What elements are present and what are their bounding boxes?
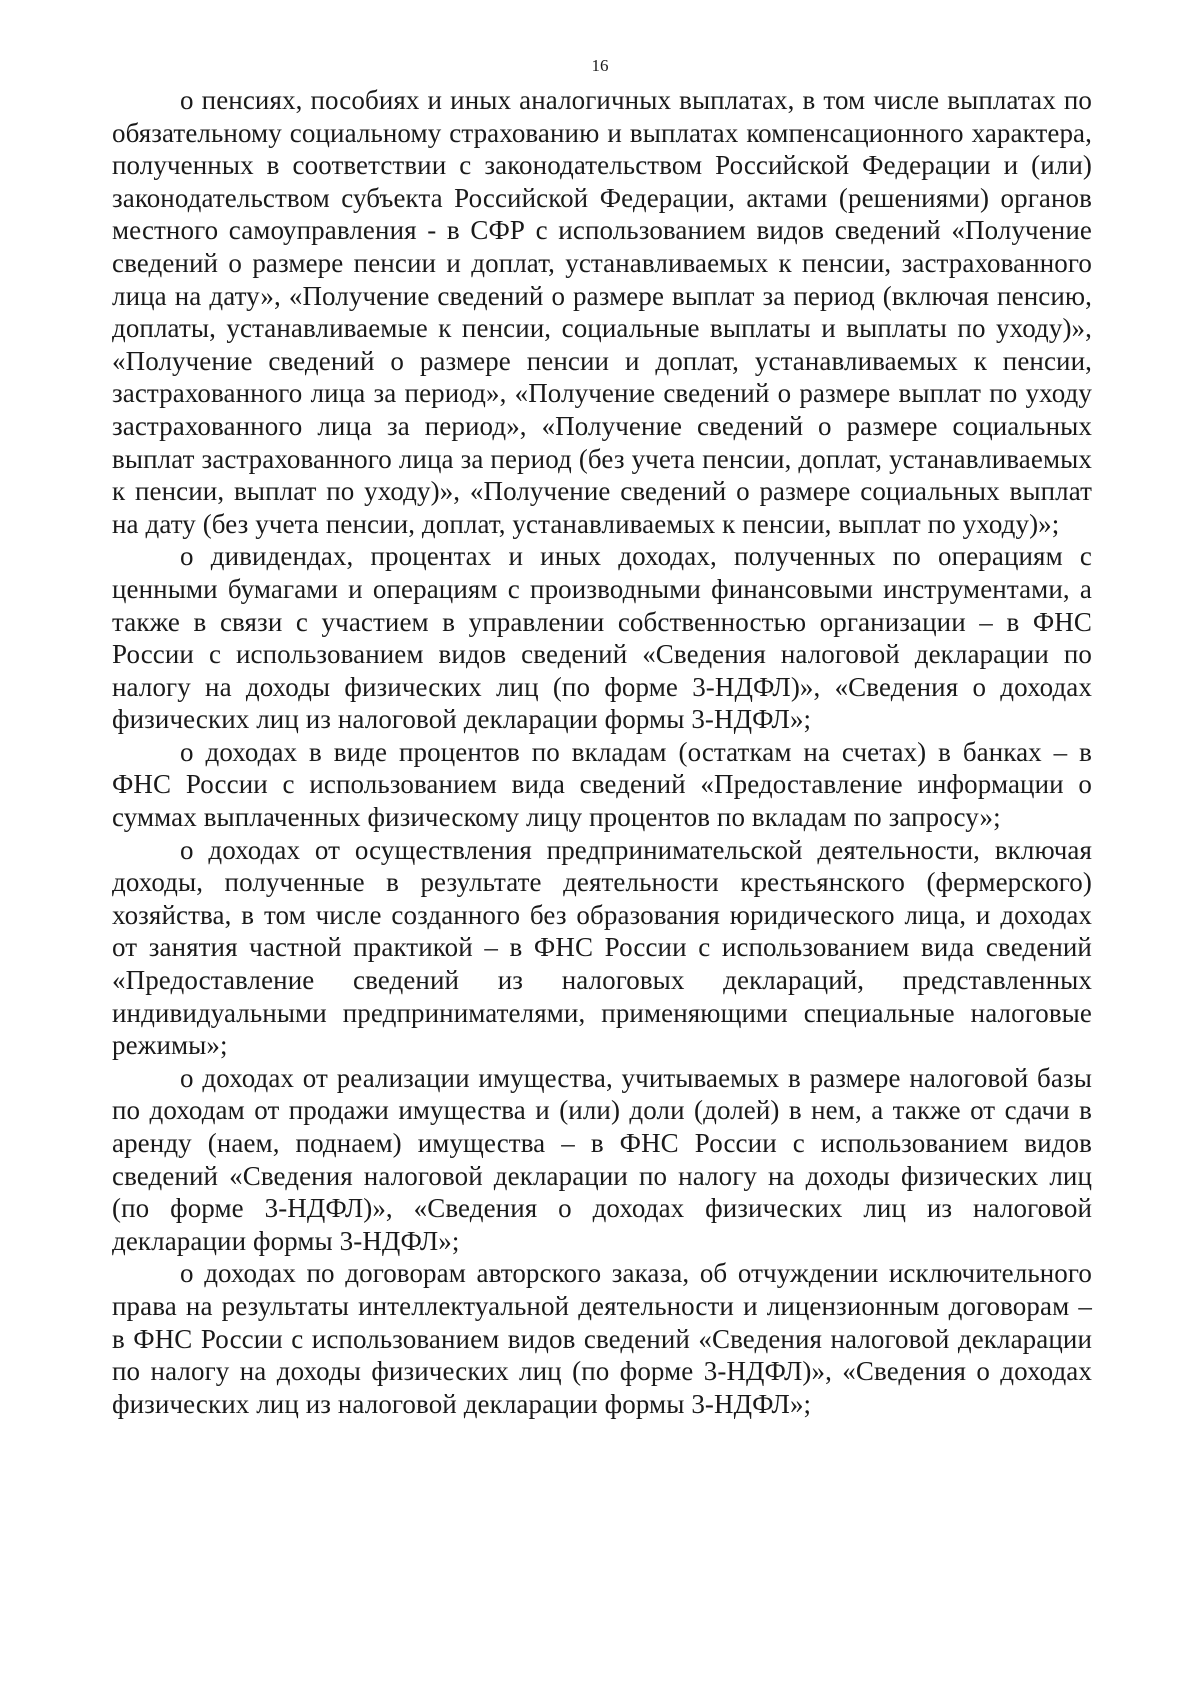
- page-number: 16: [591, 56, 609, 75]
- paragraph-pensions: о пенсиях, пособиях и иных аналогичных выплатах, в том числе выплатах по обязательному социальному страхованию и выплатах компенсационного характера, полученных в соответствии с законодательством Российской Федерации и (или) законодательством субъекта Российской Федерации, актами (решениями) органов местного самоуправления - в СФР с использованием видов сведений «Получение сведений о размере пенсии и доплат, устанавливаемых к пенсии, застрахованного лица на дату», «Получение сведений о размере выплат за период (включая пенсию, доплаты, устанавливаемые к пенсии, социальные выплаты и выплаты по уходу)», «Получение сведений о размере пенсии и доплат, устанавливаемых к пенсии, застрахованного лица за период», «Получение сведений о размере выплат по уходу застрахованного лица за период», «Получение сведений о размере социальных выплат застрахованного лица за период (без учета пенсии, доплат, устанавливаемых к пенсии, выплат по уходу)», «Получение сведений о размере социальных выплат на дату (без учета пенсии, доплат, устанавливаемых к пенсии, выплат по уходу)»;: [112, 85, 1092, 539]
- paragraph-business-income: о доходах от осуществления предпринимательской деятельности, включая доходы, полученные в результате деятельности крестьянского (фермерского) хозяйства, в том числе созданного без образования юридического лица, и доходах от занятия частной практикой – в ФНС России с использованием вида сведений «Предоставление сведений из налоговых деклараций, представленных индивидуальными предпринимателями, применяющими специальные налоговые режимы»;: [112, 834, 1092, 1061]
- paragraph-dividends: о дивидендах, процентах и иных доходах, полученных по операциям с ценными бумагами и операциям с производными финансовыми инструментами, а также в связи с участием в управлении собственностью организации – в ФНС России с использованием видов сведений «Сведения налоговой декларации по налогу на доходы физических лиц (по форме 3-НДФЛ)», «Сведения о доходах физических лиц из налоговой декларации формы 3-НДФЛ»;: [112, 541, 1092, 735]
- paragraph-deposit-interest: о доходах в виде процентов по вкладам (остаткам на счетах) в банках – в ФНС России с использованием вида сведений «Предоставление информации о суммах выплаченных физическому лицу процентов по вкладам по запросу»;: [112, 736, 1092, 833]
- paragraph-copyright-income: о доходах по договорам авторского заказа, об отчуждении исключительного права на результаты интеллектуальной деятельности и лицензионным договорам – в ФНС России с использованием видов сведений «Сведения налоговой декларации по налогу на доходы физических лиц (по форме 3-НДФЛ)», «Сведения о доходах физических лиц из налоговой декларации формы 3-НДФЛ»;: [112, 1258, 1092, 1419]
- document-body: [112, 84, 1092, 1420]
- paragraph-property-income: о доходах от реализации имущества, учитываемых в размере налоговой базы по доходам от продажи имущества и (или) доли (долей) в нем, а также от сдачи в аренду (наем, поднаем) имущества – в ФНС России с использованием видов сведений «Сведения налоговой декларации по налогу на доходы физических лиц (по форме 3-НДФЛ)», «Сведения о доходах физических лиц из налоговой декларации формы 3-НДФЛ»;: [112, 1062, 1092, 1256]
